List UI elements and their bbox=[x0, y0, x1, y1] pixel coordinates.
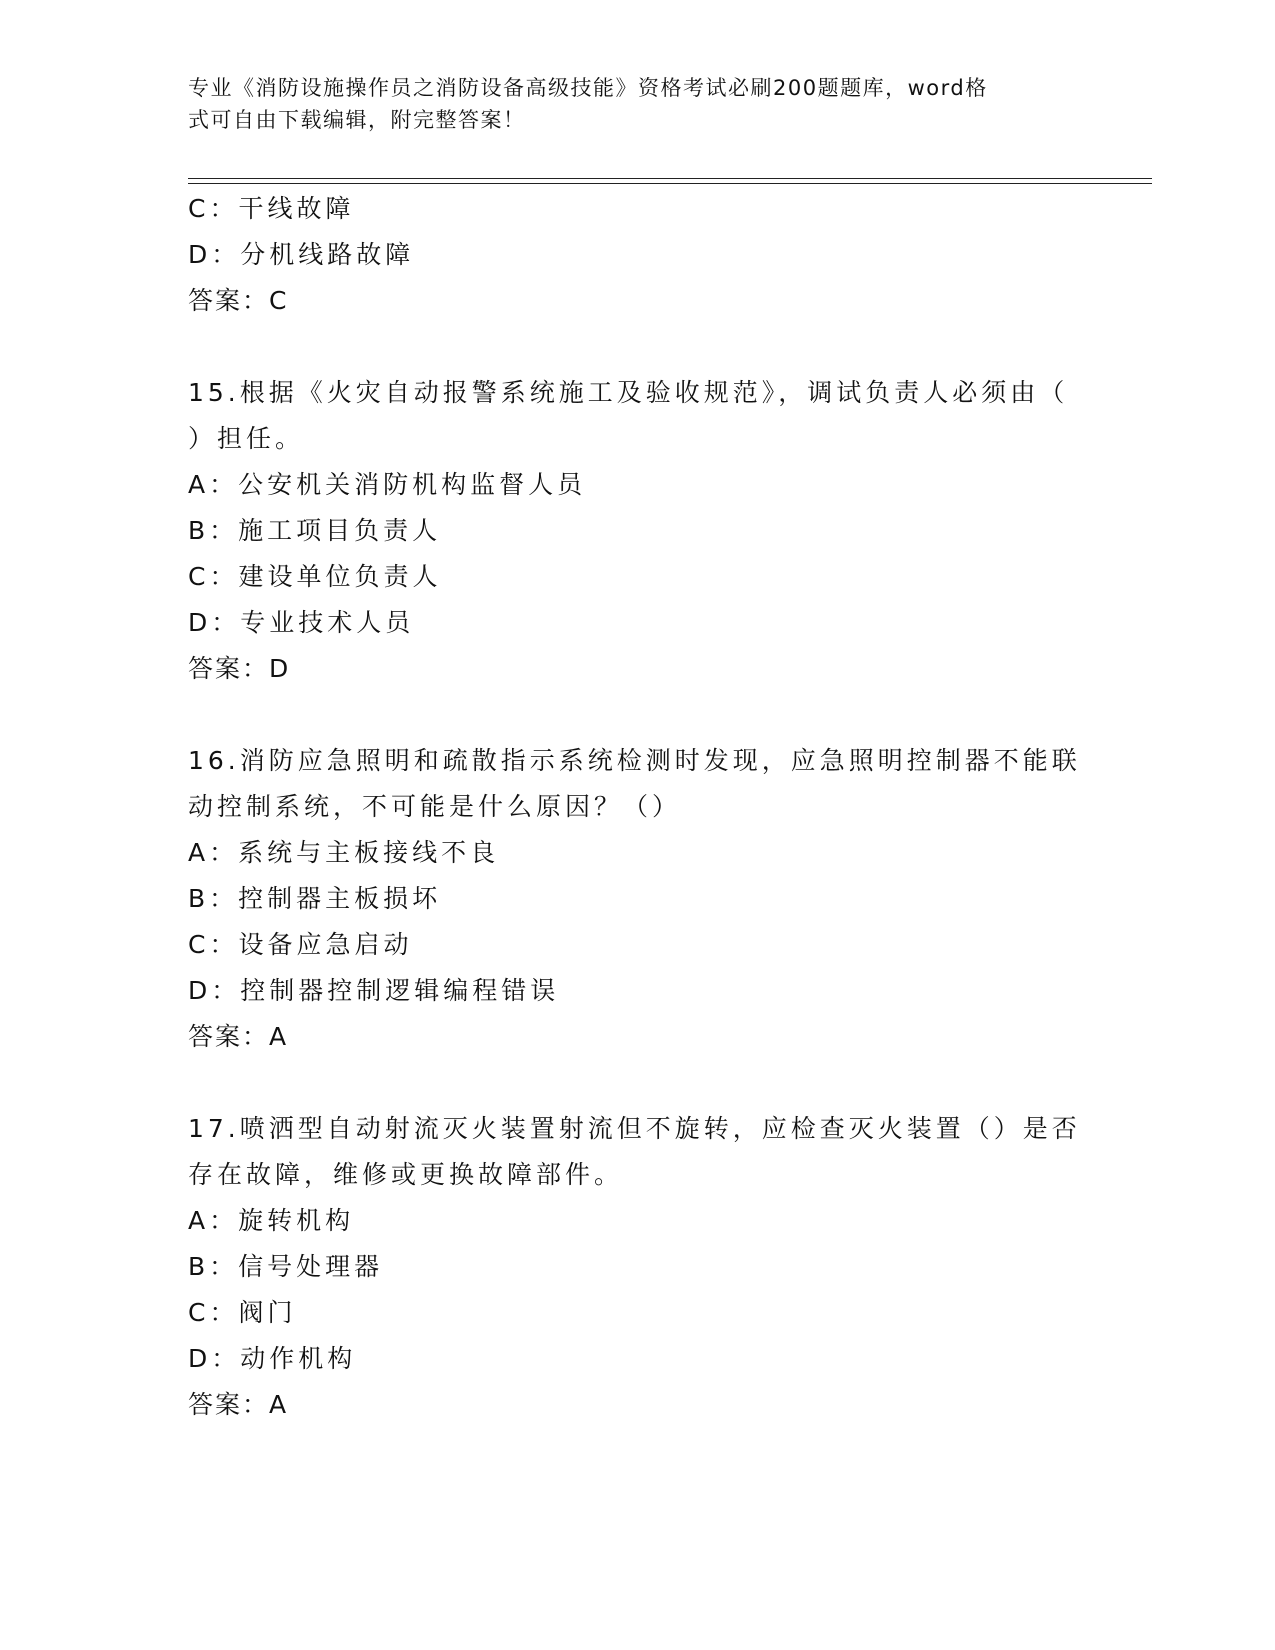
header-line-2: 式可自由下载编辑，附完整答案！ bbox=[188, 108, 526, 132]
spacer bbox=[188, 324, 1088, 370]
question-stem-line: 16.消防应急照明和疏散指示系统检测时发现，应急照明控制器不能联 bbox=[188, 746, 1081, 775]
question-stem-line: 动控制系统，不可能是什么原因？（） bbox=[188, 792, 682, 821]
option-d: D：分机线路故障 bbox=[188, 240, 415, 269]
option-a: A：公安机关消防机构监督人员 bbox=[188, 470, 587, 499]
header-line-1: 专业《消防设施操作员之消防设备高级技能》资格考试必刷200题题库，word格 bbox=[188, 76, 988, 100]
question-stem-line: 存在故障，维修或更换故障部件。 bbox=[188, 1160, 624, 1189]
answer-line: 答案：D bbox=[188, 654, 291, 683]
question-stem-line: 17.喷洒型自动射流灭火装置射流但不旋转，应检查灭火装置（）是否 bbox=[188, 1114, 1081, 1143]
answer-line: 答案：C bbox=[188, 286, 289, 315]
answer-line: 答案：A bbox=[188, 1390, 289, 1419]
question-stem-line: 15.根据《火灾自动报警系统施工及验收规范》，调试负责人必须由（ bbox=[188, 378, 1069, 407]
option-b: B：控制器主板损坏 bbox=[188, 884, 442, 913]
document-header bbox=[188, 72, 1088, 136]
option-c: C：建设单位负责人 bbox=[188, 562, 442, 591]
question-block-15 bbox=[188, 370, 1088, 692]
option-b: B：信号处理器 bbox=[188, 1252, 384, 1281]
question-list bbox=[188, 186, 1088, 1428]
question-block-prev bbox=[188, 186, 1088, 324]
option-c: C：干线故障 bbox=[188, 194, 355, 223]
question-block-17 bbox=[188, 1106, 1088, 1428]
header-divider-bottom bbox=[188, 183, 1152, 184]
option-a: A：系统与主板接线不良 bbox=[188, 838, 500, 867]
option-d: D：专业技术人员 bbox=[188, 608, 415, 637]
spacer bbox=[188, 1060, 1088, 1106]
option-d: D：控制器控制逻辑编程错误 bbox=[188, 976, 560, 1005]
option-d: D：动作机构 bbox=[188, 1344, 357, 1373]
question-block-16 bbox=[188, 738, 1088, 1060]
option-a: A：旋转机构 bbox=[188, 1206, 355, 1235]
answer-line: 答案：A bbox=[188, 1022, 289, 1051]
option-c: C：设备应急启动 bbox=[188, 930, 413, 959]
option-b: B：施工项目负责人 bbox=[188, 516, 442, 545]
spacer bbox=[188, 692, 1088, 738]
option-c: C：阀门 bbox=[188, 1298, 297, 1327]
question-stem-line: ）担任。 bbox=[188, 424, 305, 453]
header-divider-top bbox=[188, 178, 1152, 179]
